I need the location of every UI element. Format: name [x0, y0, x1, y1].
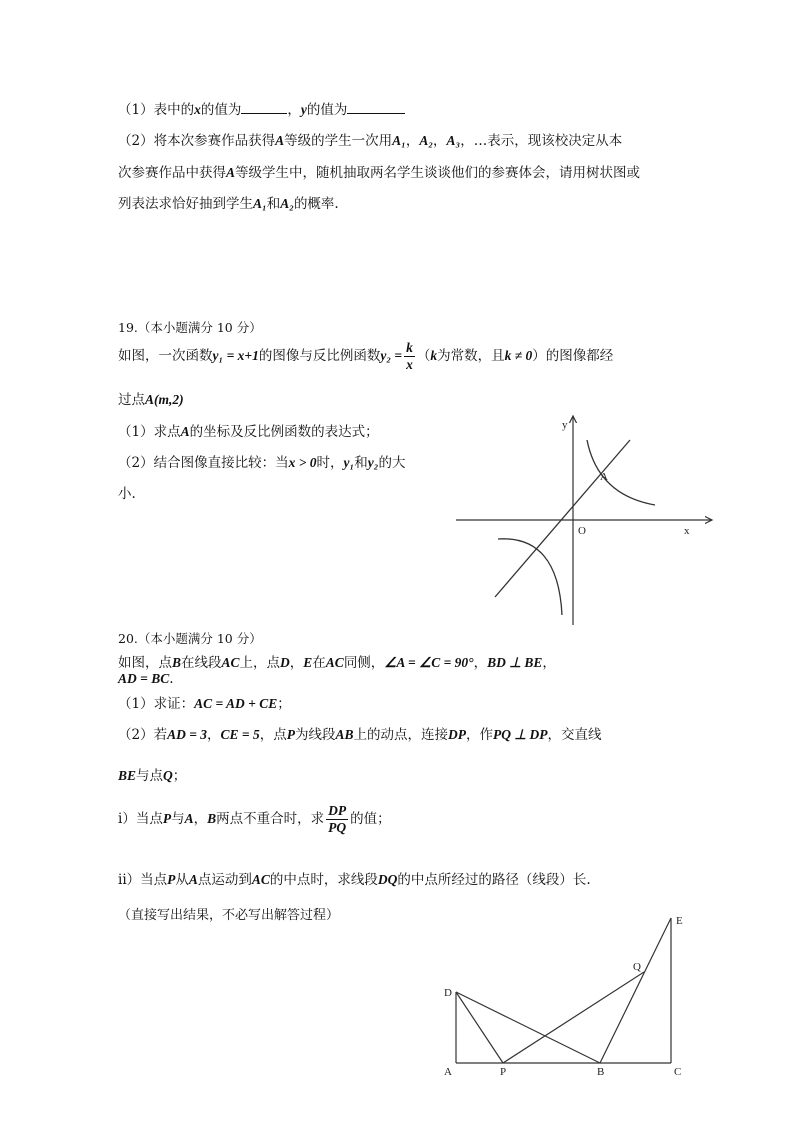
q20-part2: （2）若AD = 3，CE = 5，点P为线段AB上的动点，连接DP，作PQ ⊥ DP，交直线 [118, 727, 602, 743]
q18-part2-line3: 列表法求恰好抽到学生A₁和A₂的概率. [118, 196, 339, 212]
q18-part2-line2: 次参赛作品中获得A等级学生中，随机抽取两名学生谈谈他们的参赛体会，请用树状图或 [118, 165, 641, 181]
label-q: Q [633, 961, 641, 973]
q20-sub-i: i）当点P与A，B两点不重合时，求 $\frac{DP}{PQ}$ 的值； [118, 803, 391, 835]
q20-note: （直接写出结果，不必写出解答过程） [118, 908, 340, 923]
q20-sub-ii: ii）当点P从A点运动到AC的中点时，求线段DQ的中点所经过的路径（线段）长. [118, 872, 591, 888]
fraction-dp-over-pq: $\frac{DP}{PQ}$ [328, 803, 347, 835]
segment-db [456, 992, 600, 1063]
q20-line1: 如图，点B在线段AC上，点D，E在AC同侧，∠A = ∠C = 90°，BD ⊥ BE， [118, 655, 556, 671]
q19-line1: 如图，一次函数y₁ = x+1的图像与反比例函数y₂ = $\frac{k}{x}$ （k为常数，且k ≠ 0）的图像都经 [118, 340, 614, 372]
q19-line2: 过点A(m,2) [118, 392, 184, 408]
fraction-k-over-x: $\frac{k}{x}$ [406, 340, 413, 372]
q19-function-graph [450, 410, 720, 630]
label-c: C [674, 1066, 682, 1078]
q19-header: 19.（本小题满分 10 分） [118, 320, 262, 335]
q20-line2: AD = BC. [118, 671, 174, 687]
origin-label: O [578, 525, 586, 537]
linear-function-line [495, 440, 630, 597]
q20-part2-cont: BE与点Q； [118, 768, 187, 784]
label-d: D [444, 987, 452, 999]
q18-part1: （1）表中的x的值为 ，y的值为 [118, 98, 405, 118]
label-p: P [500, 1066, 507, 1078]
q20-geometry-figure [438, 908, 698, 1080]
q20-header: 20.（本小题满分 10 分） [118, 631, 262, 646]
hyperbola-branch-q3 [498, 539, 562, 615]
answer-blank-y[interactable] [347, 101, 405, 114]
q19-part2-cont: 小. [118, 486, 136, 502]
x-axis-label: x [684, 525, 690, 537]
label-b: B [597, 1066, 605, 1078]
q20-part1: （1）求证：AC = AD + CE； [118, 696, 291, 712]
segment-dp [456, 992, 503, 1063]
point-a-label: A [600, 471, 608, 483]
q18-part2-line1: （2）将本次参赛作品获得A等级的学生一次用A₁，A₂，A₃，…表示，现该校决定从本 [118, 133, 623, 149]
y-axis-label: y [562, 419, 568, 431]
q19-part1: （1）求点A的坐标及反比例函数的表达式； [118, 424, 379, 440]
segment-be [600, 918, 671, 1063]
label-a: A [444, 1066, 452, 1078]
q19-part2: （2）结合图像直接比较：当x > 0时，y₁和y₂的大 [118, 455, 406, 471]
label-e: E [676, 915, 683, 927]
answer-blank-x[interactable] [241, 101, 287, 114]
